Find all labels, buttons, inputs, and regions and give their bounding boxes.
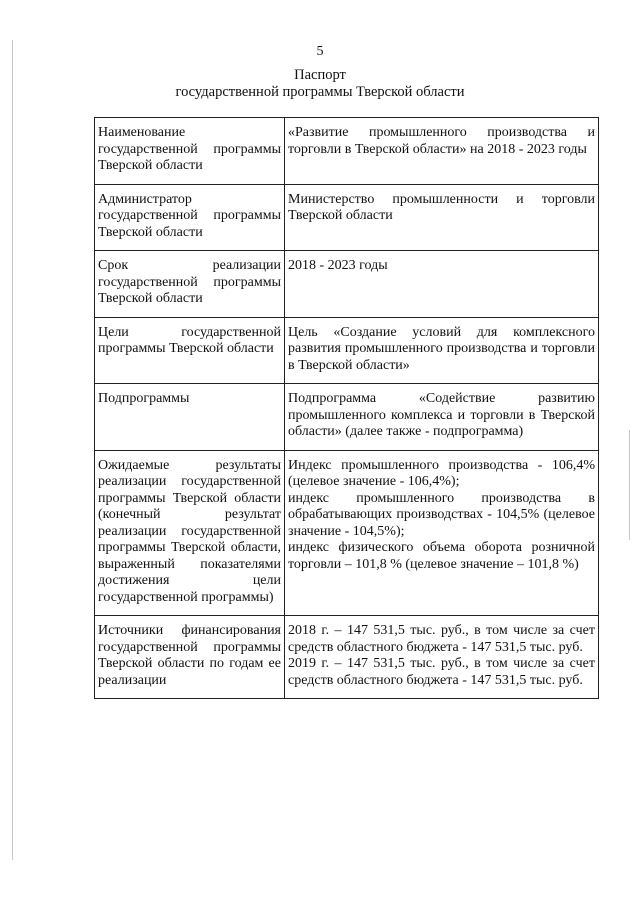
scan-edge-mark [629,430,630,540]
value-paragraph: Подпрограмма «Содействие развитию промышленного комплекса и торговли в Тверской области» (далее также - подпрограмма) [288,391,595,439]
table-row [95,118,599,185]
value-paragraph: Индекс промышленного производства - 106,4% (целевое значение - 106,4%); [288,457,595,489]
page-number: 5 [316,44,324,59]
document-title [0,67,640,101]
row-value [285,384,599,451]
value-paragraph: 2019 г. – 147 531,5 тыс. руб., в том числе за счет средств областного бюджета - 147 531,5 тыс. руб. [288,656,595,688]
value-paragraph: 2018 г. – 147 531,5 тыс. руб., в том числе за счет средств областного бюджета - 147 531,5 тыс. руб. [288,623,595,655]
table-row [95,317,599,384]
title-line-1: Паспорт [294,67,346,83]
row-label: Администратор государственной программы Тверской области [95,184,285,251]
row-value [285,251,599,318]
value-paragraph: 2018 - 2023 годы [288,258,388,273]
table-row [95,184,599,251]
row-value [285,616,599,699]
row-label: Источники финансирования государственной программы Тверской области по годам ее реализации [95,616,285,699]
row-label: Ожидаемые результаты реализации государственной программы Тверской области (конечный результат реализации государственной программы Тверской области, выраженный показателями достижения цели государственной программы) [95,450,285,616]
value-paragraph: «Развитие промышленного производства и торговли в Тверской области» на 2018 - 2023 годы [288,125,595,157]
table-row [95,384,599,451]
scan-edge-mark [12,40,13,860]
passport-table [94,117,599,699]
row-label: Наименование государственной программы Тверской области [95,118,285,185]
table-row [95,251,599,318]
value-paragraph: Министерство промышленности и торговли Тверской области [288,191,595,223]
value-paragraph: индекс физического объема оборота розничной торговли – 101,8 % (целевое значение – 101,8 %) [288,540,595,572]
table-row [95,450,599,616]
row-value [285,184,599,251]
row-label: Цели государственной программы Тверской области [95,317,285,384]
title-line-2: государственной программы Тверской области [175,84,465,100]
row-value [285,317,599,384]
row-value [285,450,599,616]
row-label: Подпрограммы [95,384,285,451]
row-label: Срок реализации государственной программы Тверской области [95,251,285,318]
value-paragraph: Цель «Создание условий для комплексного развития промышленного производства и торговли в Тверской области» [288,324,595,373]
table-row [95,616,599,699]
value-paragraph: индекс промышленного производства в обрабатывающих производствах - 104,5% (целевое значение - 104,5%); [288,490,595,539]
row-value [285,118,599,185]
